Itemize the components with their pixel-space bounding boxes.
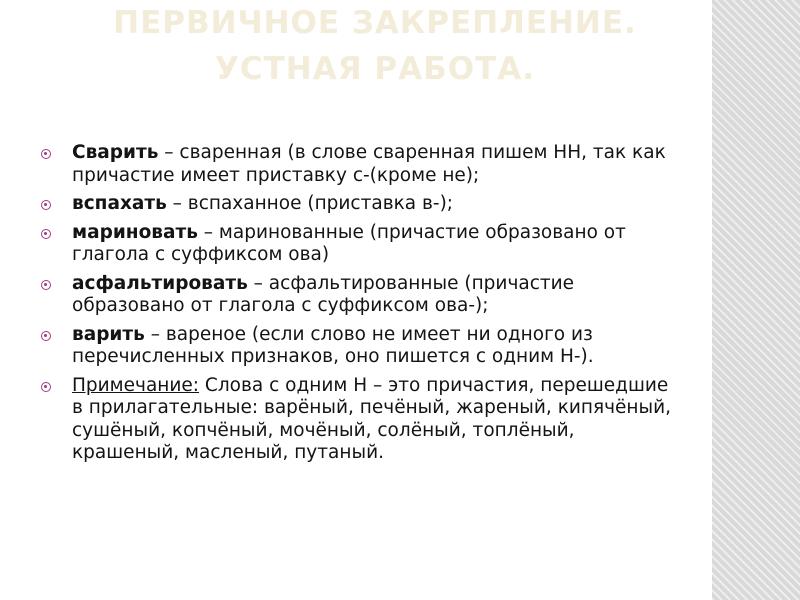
item-term: мариновать [72, 221, 198, 243]
note-label: Примечание: [72, 374, 200, 396]
item-term: асфальтировать [72, 272, 248, 294]
item-text: – асфальтированные (причастие образовано от глагола с суффиксом ова-); [72, 272, 575, 316]
list-item [40, 193, 675, 216]
slide-title [40, 0, 710, 92]
slide-title-line-2: УСТНАЯ РАБОТА. [214, 51, 535, 87]
bullet-icon [41, 229, 51, 239]
item-text: – маринованные (причастие образовано от глагола с суффиксом ова) [72, 221, 626, 265]
item-term: вспахать [72, 193, 167, 214]
bullet-icon [41, 382, 51, 392]
note-text: Слова с одним Н – это причастия, перешедшие в прилагательные: варёный, печёный, жареный, кипячёный, сушёный, копчёный, мочёный, солёный, топлёный, крашеный, масленый, путаный. [72, 374, 672, 463]
list-item [40, 324, 675, 369]
note-item [40, 375, 675, 465]
slide-title-line-1: ПЕРВИЧНОЕ ЗАКРЕПЛЕНИЕ. [113, 5, 637, 41]
item-term: варить [72, 323, 145, 345]
decorative-side-strip [712, 0, 800, 600]
bullet-icon [41, 200, 51, 210]
list-item [40, 273, 675, 318]
bullet-icon [41, 280, 51, 290]
bullet-icon [41, 149, 51, 159]
item-text: – вспаханное (приставка в-); [166, 193, 454, 214]
list-item [40, 222, 675, 267]
bullet-icon [41, 331, 51, 341]
item-text: – вареное (если слово не имеет ни одного из перечисленных признаков, оно пишется с одним Н-). [72, 323, 594, 367]
bullet-list [40, 142, 675, 471]
item-text: – сваренная (в слове сваренная пишем НН, так как причастие имеет приставку с-(кроме не); [72, 142, 666, 186]
list-item [40, 142, 675, 187]
item-term: Сварить [72, 142, 159, 163]
